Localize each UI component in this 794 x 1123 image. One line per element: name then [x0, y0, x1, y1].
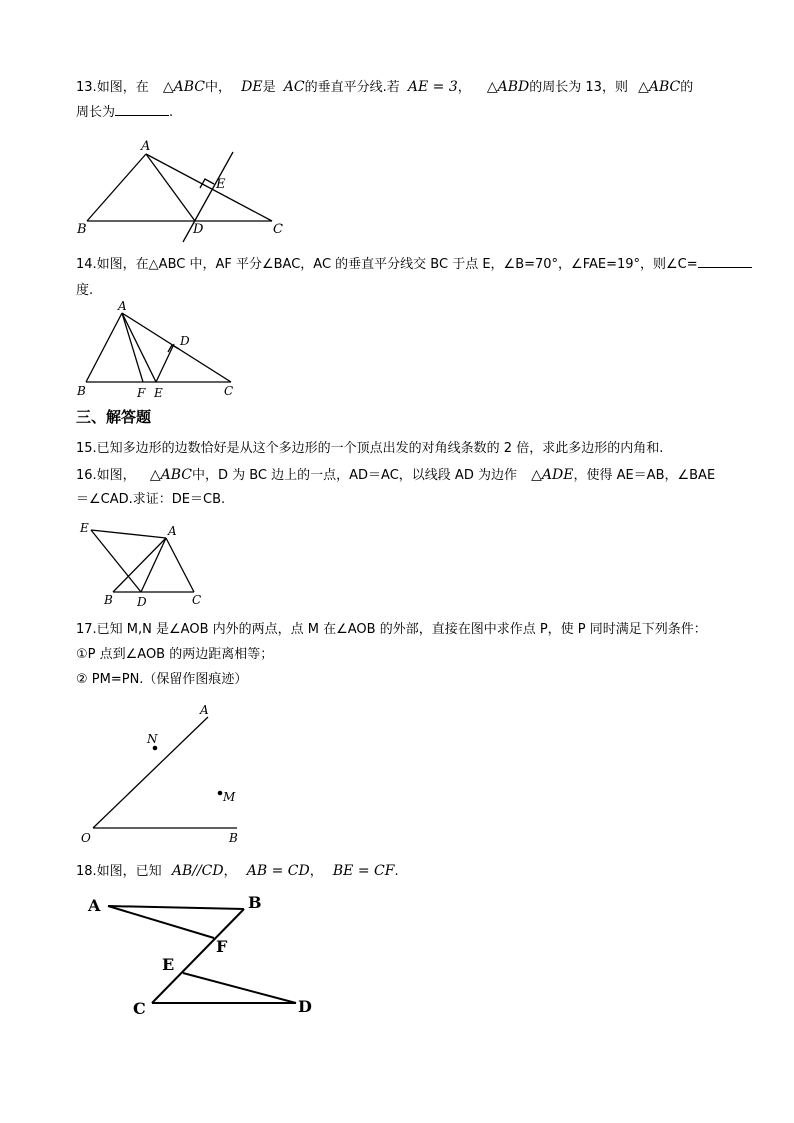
- q14-line1: 14.如图，在△ABC 中，AF 平分∠BAC，AC 的垂直平分线交 BC 于点 E，∠B=70°，∠FAE=19°，则∠C=: [76, 256, 752, 274]
- label-e: E: [154, 386, 163, 400]
- q14-line2: 度.: [76, 283, 94, 298]
- label-c: C: [133, 999, 146, 1018]
- label-d: D: [180, 334, 190, 348]
- label-c: C: [224, 384, 234, 398]
- q16-line2: ＝∠CAD.求证：DE＝CB.: [76, 492, 226, 507]
- segment-ac: [146, 154, 272, 221]
- label-b: B: [248, 893, 262, 912]
- label-m: M: [223, 790, 236, 804]
- label-a: A: [200, 703, 209, 717]
- segment-ad: [146, 154, 195, 221]
- label-a: A: [118, 299, 127, 313]
- q18-line: 18.如图，已知 AB//CD， AB = CD， BE = CF.: [76, 863, 399, 879]
- q17-line1: 17.已知 M,N 是∠AOB 内外的两点，点 M 在∠AOB 的外部，直接在图中求作点 P，使 P 同时满足下列条件：: [76, 622, 707, 637]
- q13-line2: 周长为 .: [76, 105, 174, 120]
- section-heading: 三、解答题: [76, 408, 152, 426]
- label-a: A: [88, 896, 101, 915]
- label-b: B: [77, 384, 86, 398]
- segment-af: [108, 906, 214, 938]
- label-d: D: [298, 997, 312, 1016]
- q17-line3: ② PM=PN.（保留作图痕迹）: [76, 672, 248, 687]
- segment-ab: [87, 154, 146, 221]
- label-c: C: [192, 593, 202, 607]
- label-b: B: [77, 222, 87, 237]
- label-b: B: [229, 831, 238, 845]
- label-a: A: [141, 139, 151, 154]
- label-f: F: [216, 937, 228, 956]
- label-o: O: [81, 831, 91, 845]
- answer-blank[interactable]: [115, 115, 169, 116]
- perpendicular-bisector-line: [183, 152, 233, 242]
- answer-blank[interactable]: [698, 267, 752, 268]
- q13-line1: 13.如图，在 △ABC中， DE是 AC的垂直平分线.若 AE = 3， △ABD的周长为 13，则 △ABC的: [76, 79, 694, 95]
- segment-ed: [183, 973, 296, 1003]
- q17-line2: ①P 点到∠AOB 的两边距离相等；: [76, 647, 274, 662]
- q16-line1: 16.如图， △ABC中，D 为 BC 边上的一点，AD＝AC，以线段 AD 为边作 △ADE，使得 AE＝AB，∠BAE: [76, 467, 716, 483]
- label-d: D: [137, 595, 147, 609]
- q15-text: 15.已知多边形的边数恰好是从这个多边形的一个顶点出发的对角线条数的 2 倍，求此多边形的内角和.: [76, 441, 664, 456]
- label-d: D: [193, 222, 204, 237]
- label-a: A: [168, 524, 177, 538]
- label-f: F: [137, 386, 146, 400]
- label-e: E: [216, 177, 226, 192]
- label-n: N: [147, 732, 158, 746]
- segment-bc: [152, 909, 244, 1003]
- segment-ab: [108, 906, 244, 909]
- right-angle-mark: [200, 179, 214, 188]
- label-c: C: [273, 222, 283, 237]
- ray-oa: [93, 717, 208, 828]
- point-m: [218, 791, 223, 796]
- label-e: E: [162, 955, 175, 974]
- triangle-abc-label: △ABC: [162, 79, 205, 95]
- label-b: B: [104, 593, 113, 607]
- point-n: [153, 746, 158, 751]
- label-e: E: [80, 521, 89, 535]
